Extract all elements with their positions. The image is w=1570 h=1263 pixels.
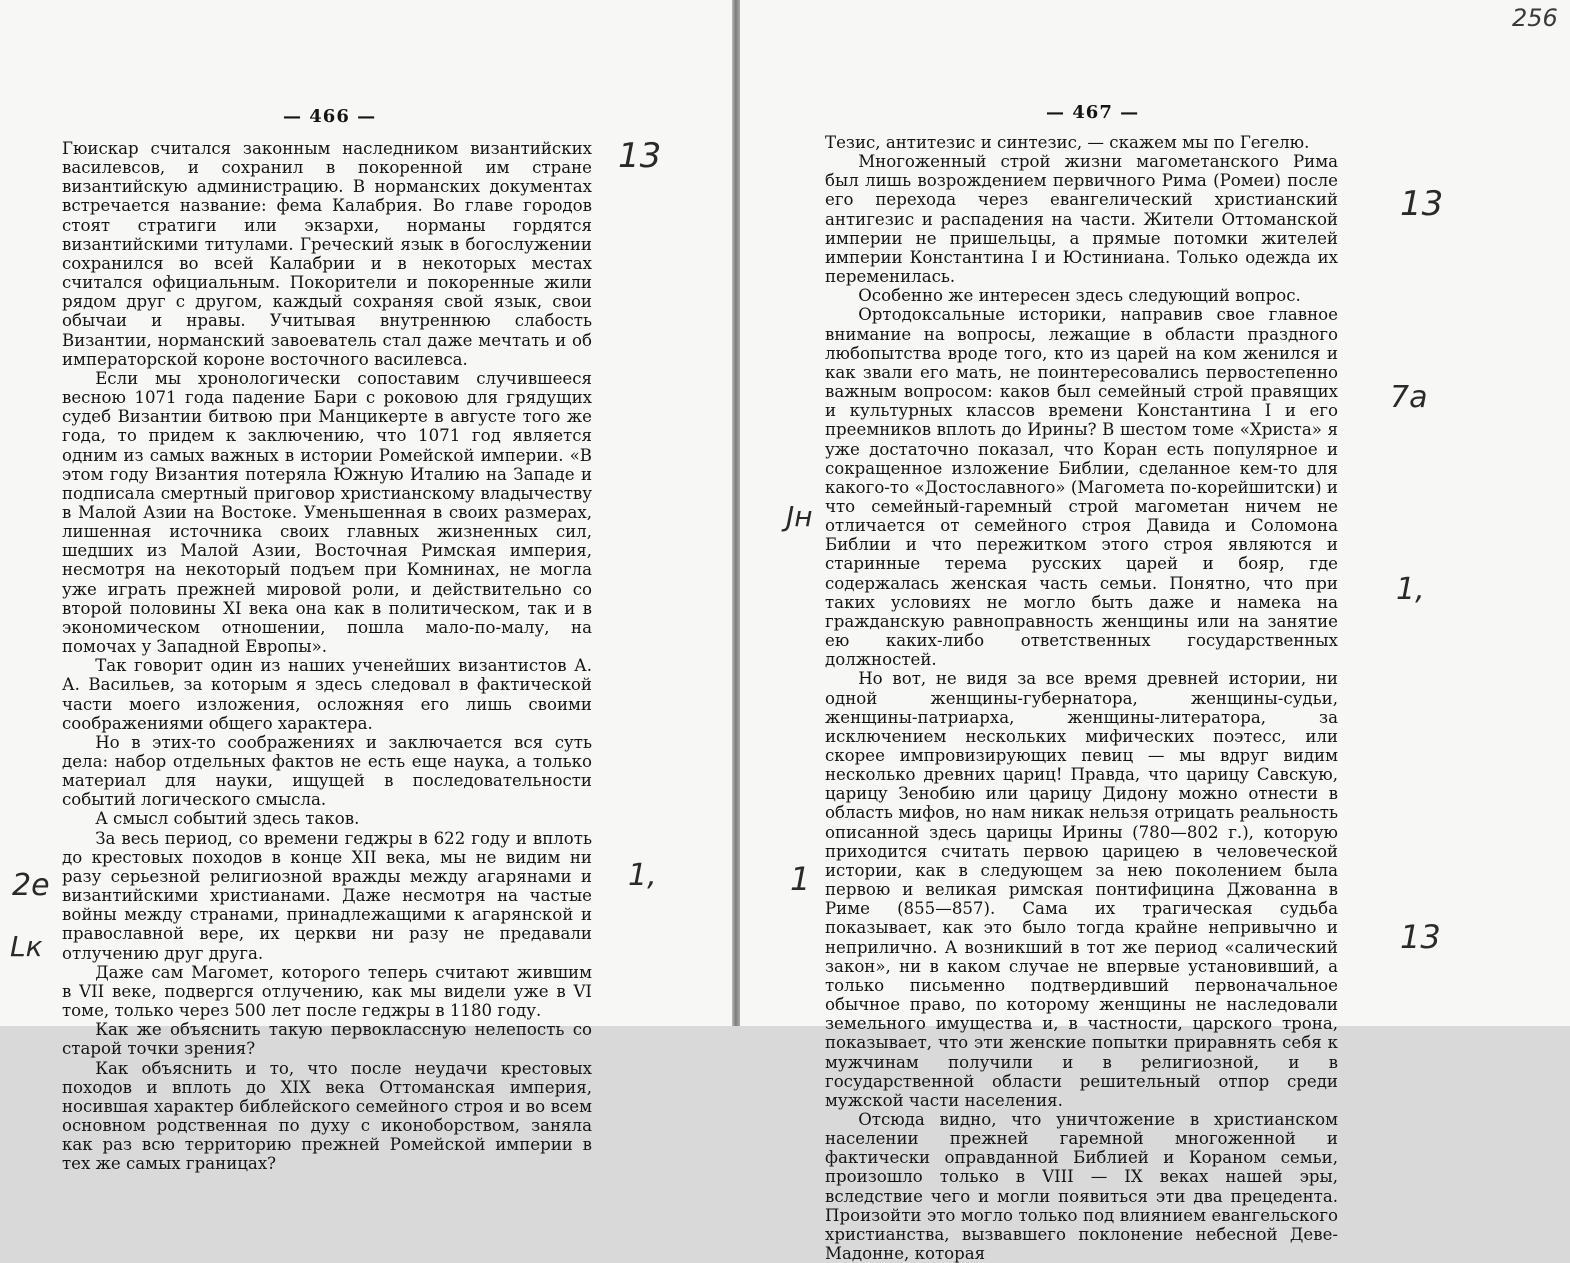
margin-note: Lк: [10, 930, 43, 963]
margin-note: 7а: [1390, 380, 1428, 415]
paragraph: За весь период, со времени геджры в 622 году и вплоть до крестовых походов в конце XII века, мы не видим ни разу серьезной религиозной вражды между агарянами и византийскими христианами. Даже несмотря на частые войны между странами, принадлежащими к агарянской и православной вере, их церкви ни разу не предавали отлучению друг друга.: [62, 828, 592, 963]
paragraph: Ортодоксальные историки, направив свое главное внимание на вопросы, лежащие в области праздного любопытства вроде того, кто из царей на ком женился и как звали его мать, не поинтересовались первостепенно важным вопросом: каков был семейный строй правящих и культурных классов времени Константина I и его преемников вплоть до Ирины? В шестом томе «Христа» я уже достаточно показал, что Коран есть популярное и сокращенное изложение Библии, сделанное кем-то для какого-то «Достославного» (Магомета по-корейшитски) и что семейный-гаремный строй магометан ничем не отличается от семейного строя Давида и Соломона Библии и что пережитком этого строя являются и старинные терема русских царей и бояр, где содержалась женская часть семьи. Понятно, что при таких условиях не могло быть даже и намека на гражданскую равноправность женщины или на занятие ею каких-либо ответственных государственных должностей.: [825, 305, 1338, 670]
margin-note: Jн: [786, 500, 813, 533]
paragraph: Гюискар считался законным наследником византийских василевсов, и сохранил в покоренной им стране византийскую администрацию. В норманских документах встречается название: фема Калабрия. Во главе городов стоят стратиги или экзархи, норманы гордятся византийскими титулами. Греческий язык в богослужении сохранился во всей Калабрии и в некоторых местах считался официальным. Покорители и покоренные жили рядом друг с другом, каждый сохраняя свой язык, свои обычаи и нравы. Учитывая внутреннюю слабость Византии, норманский завоеватель стал даже мечтать и об императорской короне восточного василевса.: [62, 139, 592, 369]
margin-note: 2e: [12, 868, 50, 903]
paragraph: А смысл событий здесь таков.: [95, 809, 360, 829]
paragraph: Так говорит один из наших ученейших византистов А. А. Васильев, за которым я здесь следовал в фактической части моего изложения, осложняя его лишь своими соображениями общего характера.: [62, 656, 592, 733]
paragraph: Тезис, антитезис и синтезис, — скажем мы по Гегелю.: [825, 133, 1310, 152]
archive-stamp: 256: [1512, 4, 1558, 32]
left-page-text: [62, 139, 592, 1173]
margin-note: 13: [1400, 184, 1444, 224]
paragraph: Как же объяснить такую первоклассную нелепость со старой точки зрения?: [62, 1020, 592, 1059]
paragraph: Но вот, не видя за все время древней истории, ни одной женщины-губернатора, женщины-судьи, женщины-патриарха, женщины-литератора, за исключением нескольких мифических поэтесс, или скорее импровизирующих певиц — мы вдруг видим несколько древних цариц! Правда, что царицу Савскую, царицу Зенобию или царицу Дидону можно отнести в область мифов, но нам никак нельзя отрицать реальность описанной здесь царицы Ирины (780—802 г.), которую приходится считать первою царицею в человеческой истории, как в следующем за нею поколением была первою и великая римская понтифицина Джованна в Риме (855—857). Сама их трагическая судьба показывает, как это было тогда крайне непривычно и неприлично. А возникший в тот же период «салический закон», ни в каком случае не впервые установивший, а только письменно подтвердивший первоначальное обычное право, по которому женщины не наследовали земельного имущества и, в частности, царского трона, показывает, что эти женские попытки приравнять себя к мужчинам получили и в религиозной, и в государственной области решительный отпор среди мужской части населения.: [825, 669, 1338, 1110]
page-number-left: — 466 —: [283, 106, 377, 127]
left-page: [0, 0, 732, 1174]
paragraph: Отсюда видно, что уничтожение в христианском населении прежней гаремной многоженной и фактически оправданной Библией и Кораном семьи, произошло только в VIII — IX веках нашей эры, вследствие чего и могли появиться эти два прецедента. Произойти это могло только под влиянием евангельского христианства, вызвавшего поклонение небесной Деве-Мадонне, которая: [825, 1109, 1338, 1263]
margin-note: 1,: [1396, 572, 1425, 607]
book-gutter: [732, 0, 740, 1026]
paragraph: Особенно же интересен здесь следующий вопрос.: [858, 286, 1301, 306]
paragraph: Как объяснить и то, что после неудачи крестовых походов и вплоть до XIX века Оттоманская империя, носившая характер библейского семейного строя и во всем основном родственная по духу с иконоборством, заняла как раз всю территорию прежней Ромейской империи в тех же самых границах?: [62, 1058, 592, 1174]
paragraph: Многоженный строй жизни магометанского Рима был лишь возрождением первичного Рима (Ромеи) после его перехода через евангелический христианский антигезис и распадения на части. Жители Оттоманской империи не пришельцы, а прямые потомки жителей империи Константина I и Юстиниана. Только одежда их переменилась.: [825, 152, 1338, 287]
margin-note: 13: [618, 136, 662, 176]
paragraph: Если мы хронологически сопоставим случившееся весною 1071 года падение Бари с роковою для грядущих судеб Византии битвою при Манцикерте в августе того же года, то придем к заключению, что 1071 год является одним из самых важных в истории Ромейской империи. «В этом году Византия потеряла Южную Италию на Западе и подписала смертный приговор христианскому владычеству в Малой Азии на Востоке. Уменьшенная в своих размерах, лишенная источника своих главных жизненных сил, шедших из Малой Азии, Восточная Римская империя, несмотря на некоторый подъем при Комнинах, не могла уже играть прежней мировой роли, и действительно со второй половины XI века она как в политическом, так и в экономическом отношении, пошла мало-по-малу, на помочах у Западной Европы».: [62, 368, 592, 657]
right-page-text: [825, 133, 1338, 1263]
right-page: [740, 0, 1570, 1263]
margin-note: 13: [1400, 918, 1441, 956]
paragraph: Но в этих-то соображениях и заключается вся суть дела: набор отдельных фактов не есть еще наука, а только материал для науки, ищущей в последовательности событий логического смысла.: [62, 732, 592, 810]
page-number-right: — 467 —: [1046, 102, 1140, 123]
margin-note: 1: [790, 860, 811, 898]
margin-note: 1,: [628, 858, 657, 893]
paragraph: Даже сам Магомет, которого теперь считают жившим в VII веке, подвергся отлучению, как мы видели уже в VI томе, только через 500 лет после геджры в 1180 году.: [62, 962, 592, 1021]
